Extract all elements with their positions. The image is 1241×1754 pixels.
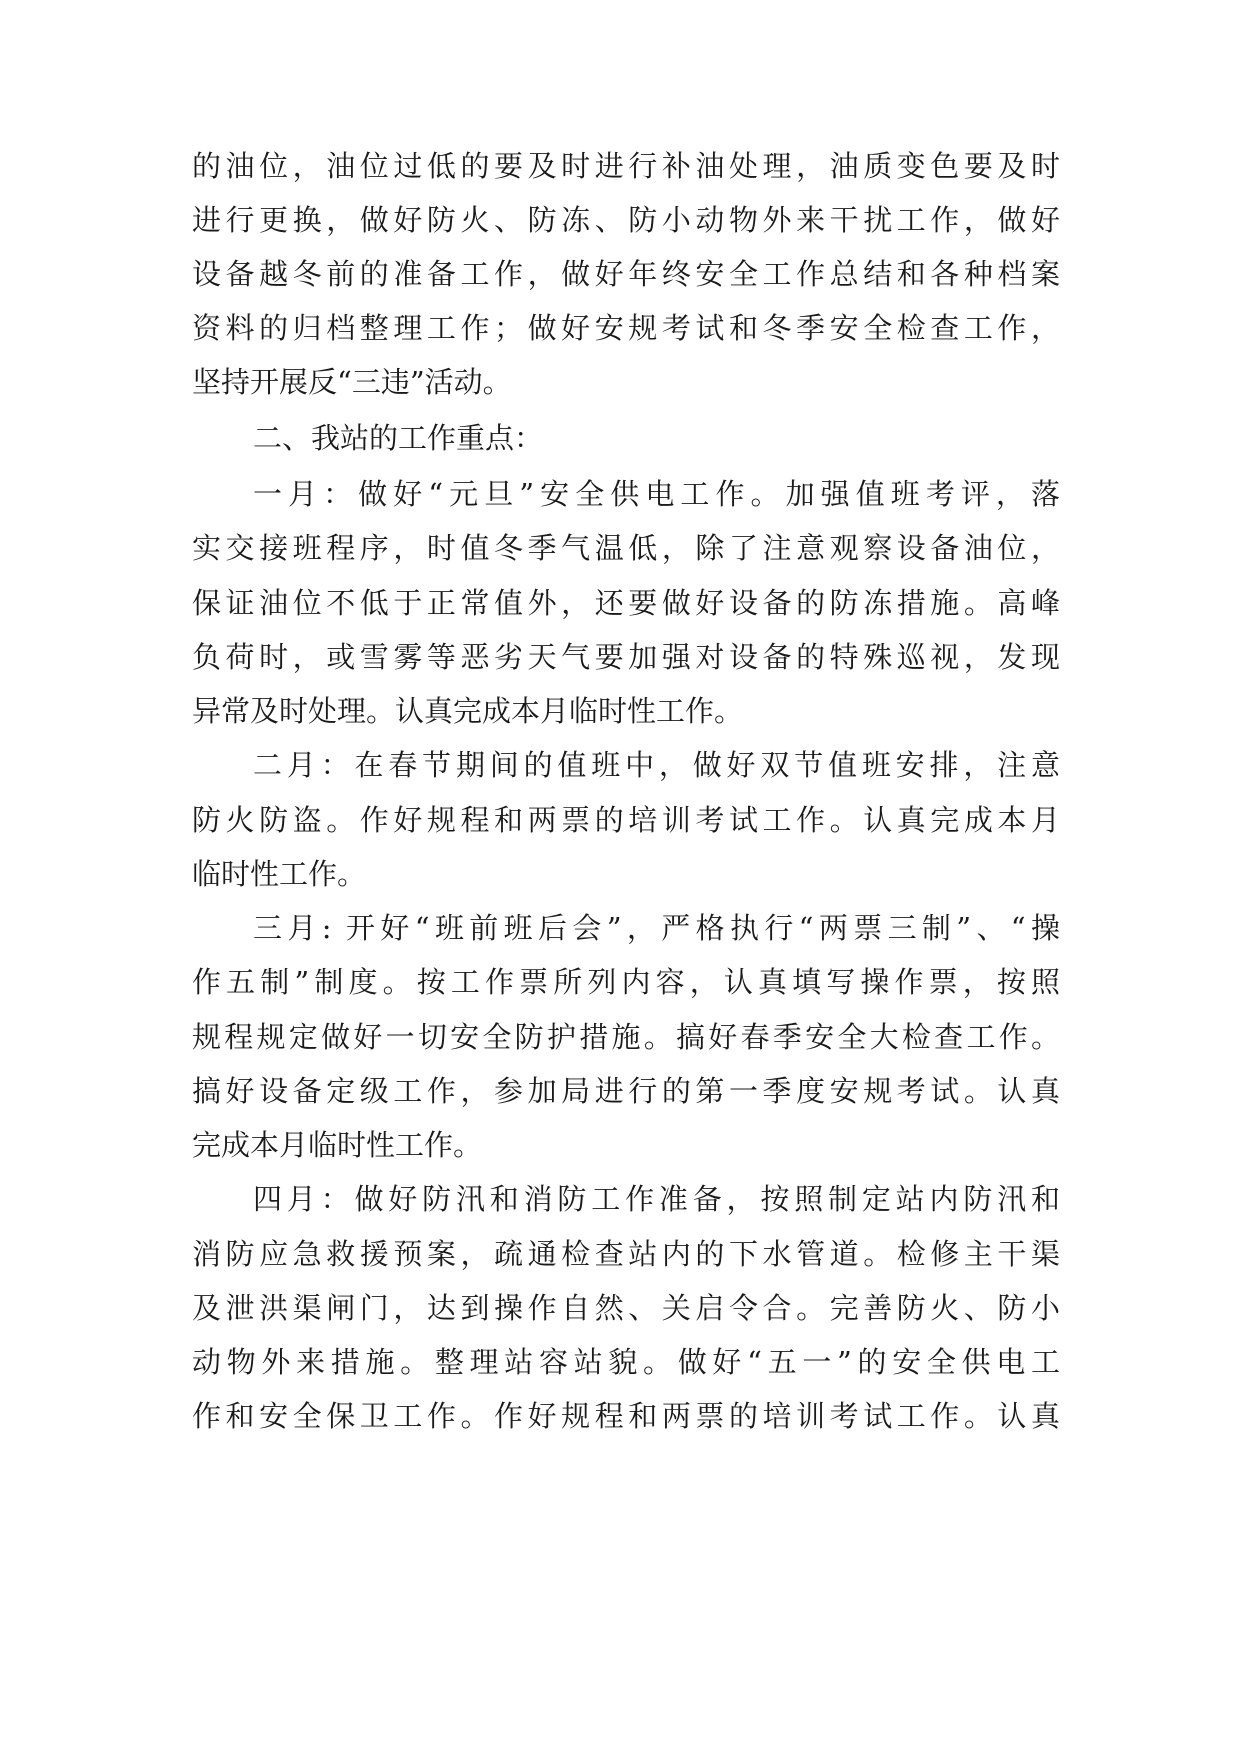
text-line-january-2: 实交接班程序，时值冬季气温低，除了注意观察设备油位， [192,531,1060,565]
text-line-march-5: 完成本月临时性工作。 [192,1128,483,1162]
text-line-february-1: 二月：在春节期间的值班中，做好双节值班安排，注意 [253,748,1060,782]
text-line-4: 资料的归档整理工作；做好安规考试和冬季安全检查工作， [192,311,1060,345]
text-line-march-4: 搞好设备定级工作，参加局进行的第一季度安规考试。认真 [192,1074,1060,1108]
text-line-march-2: 作五制”制度。按工作票所列内容，认真填写操作票，按照 [192,965,1060,999]
text-line-february-3: 临时性工作。 [192,857,367,891]
text-line-february-2: 防火防盗。作好规程和两票的培训考试工作。认真完成本月 [192,803,1060,837]
text-line-april-1: 四月：做好防汛和消防工作准备，按照制定站内防汛和 [253,1182,1060,1216]
text-line-april-3: 及泄洪渠闸门，达到操作自然、关启令合。完善防火、防小 [192,1291,1060,1325]
text-line-january-1: 一月：做好“元旦”安全供电工作。加强值班考评，落 [253,477,1060,511]
text-line-january-4: 负荷时，或雪雾等恶劣天气要加强对设备的特殊巡视，发现 [192,640,1060,674]
text-line-3: 设备越冬前的准备工作，做好年终安全工作总结和各种档案 [192,257,1060,291]
section-heading: 二、我站的工作重点： [253,421,544,455]
text-line-april-2: 消防应急救援预案，疏通检查站内的下水管道。检修主干渠 [192,1237,1060,1271]
text-line-january-5: 异常及时处理。认真完成本月临时性工作。 [192,694,744,728]
text-line-2: 进行更换，做好防火、防冻、防小动物外来干扰工作，做好 [192,203,1060,237]
text-line-1: 的油位，油位过低的要及时进行补油处理，油质变色要及时 [192,149,1060,183]
text-line-january-3: 保证油位不低于正常值外，还要做好设备的防冻措施。高峰 [192,586,1060,620]
text-line-march-1: 三月: 开好“班前班后会”，严格执行“两票三制”、“操 [253,911,1060,945]
text-line-5: 坚持开展反“三违”活动。 [192,365,512,399]
text-line-march-3: 规程规定做好一切安全防护措施。搞好春季安全大检查工作。 [192,1020,1060,1054]
text-line-april-5: 作和安全保卫工作。作好规程和两票的培训考试工作。认真 [192,1399,1060,1433]
text-line-april-4: 动物外来措施。整理站容站貌。做好“五一”的安全供电工 [192,1345,1060,1379]
